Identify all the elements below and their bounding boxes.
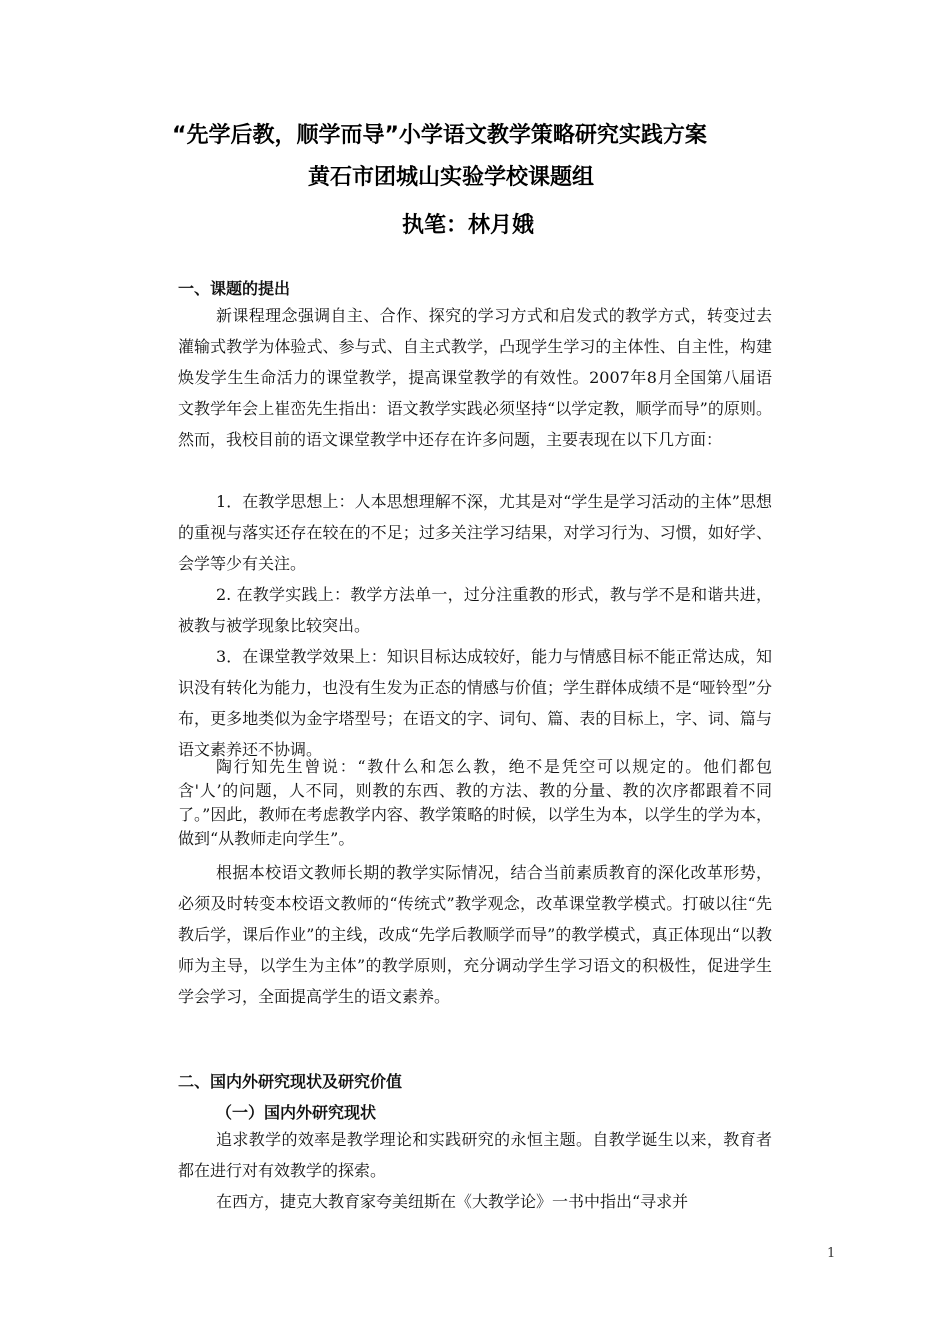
paragraph: 2. 在教学实践上：教学方法单一，过分注重教的形式，教与学不是和谐共进，被教与被学现象比较突出。 [178,585,772,635]
paragraph: 追求教学的效率是教学理论和实践研究的永恒主题。自教学诞生以来，教育者都在进行对有效教学的探索。 [178,1130,772,1180]
document-title: “先学后教，顺学而导”小学语文教学策略研究实践方案 [172,123,707,148]
paragraph: 3．在课堂教学效果上：知识目标达成较好，能力与情感目标不能正常达成，知识没有转化为能力，也没有生发为正态的情感与价值；学生群体成绩不是“哑铃型”分布，更多地类似为金字塔型号；在语文的字、词句、篇、表的目标上，字、词、篇与语文素养还不协调。 [178,647,772,759]
paragraph: 新课程理念强调自主、合作、探究的学习方式和启发式的教学方式，转变过去灌输式教学为体验式、参与式、自主式教学，凸现学生学习的主体性、自主性，构建焕发学生生命活力的课堂教学，提高课堂教学的有效性。2007年8月全国第八届语文教学年会上崔峦先生指出：语文教学实践必须坚持“以学定教，顺学而导”的原则。然而，我校目前的语文课堂教学中还存在许多问题，主要表现在以下几方面： [178,306,772,449]
author-name: 执笔：林月娥 [402,213,535,238]
section-heading: 一、课题的提出 [178,279,291,298]
subsection-heading: （一）国内外研究现状 [216,1103,377,1122]
paragraph: 在西方，捷克大教育家夸美纽斯在《大教学论》一书中指出“寻求并 [216,1192,689,1211]
section-heading: 二、国内外研究现状及研究价值 [178,1072,403,1091]
author-organization: 黄石市团城山实验学校课题组 [308,165,595,190]
paragraph: 根据本校语文教师长期的教学实际情况，结合当前素质教育的深化改革形势，必须及时转变本校语文教师的“传统式”教学观念，改革课堂教学模式。打破以往“先教后学，课后作业”的主线，改成“先学后教顺学而导”的教学模式，真正体现出“以教师为主导，以学生为主体”的教学原则，充分调动学生学习语文的积极性，促进学生学会学习，全面提高学生的语文素养。 [178,863,772,1006]
paragraph: 陶行知先生曾说：“教什么和怎么教，绝不是凭空可以规定的。他们都包含'人’的问题，人不同，则教的东西、教的方法、教的分量、教的次序都跟着不同了。”因此，教师在考虑教学内容、教学策略的时候，以学生为本，以学生的学为本，做到“从教师走向学生”。 [178,757,772,848]
page-number: 1 [827,1246,836,1261]
paragraph: 1．在教学思想上：人本思想理解不深，尤其是对“学生是学习活动的主体”思想的重视与落实还存在较在的不足；过多关注学习结果，对学习行为、习惯，如好学、会学等少有关注。 [178,492,772,573]
